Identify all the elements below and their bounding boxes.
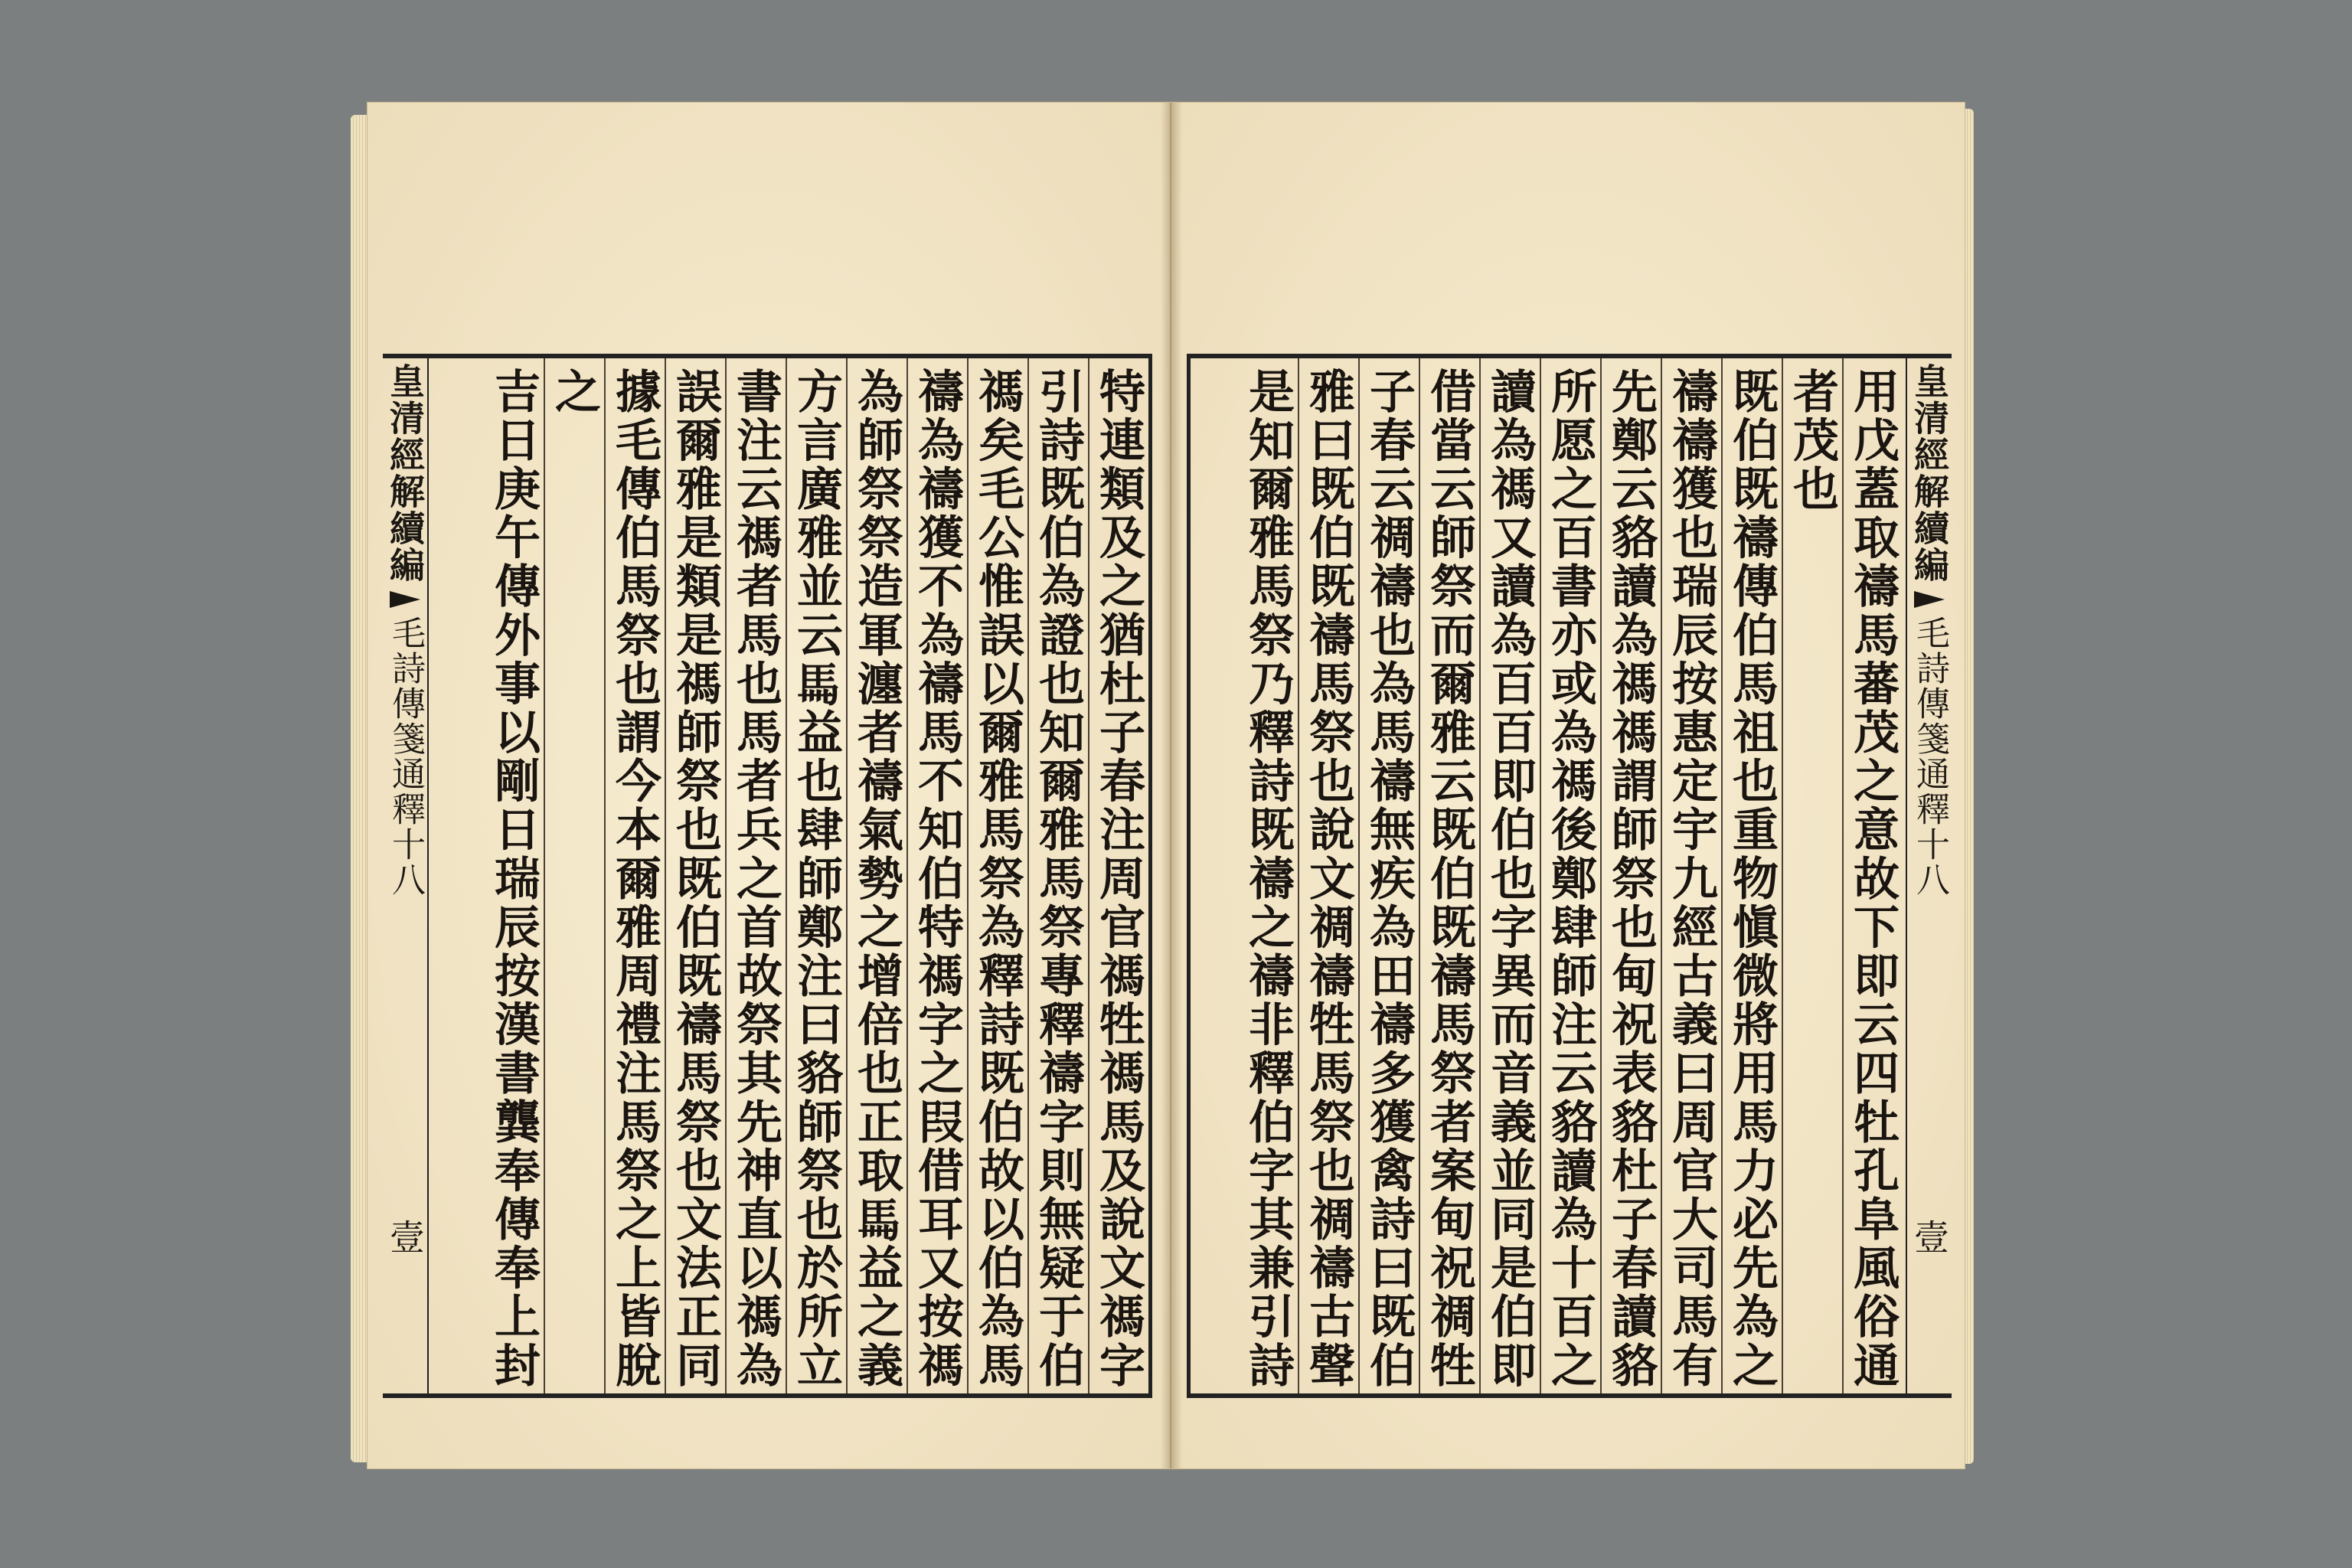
- text-column: 據毛傳伯馬祭也謂今本爾雅周禮注馬祭之上皆脫: [604, 358, 665, 1393]
- text-column: 禱為禱獲不為禱馬不知伯特禡字之叚借耳又按禡: [906, 358, 967, 1393]
- left-page: [368, 103, 1170, 1468]
- text-column: 禱禱獲也瑞辰按惠定宇九經古義曰周官大司馬有: [1661, 358, 1721, 1393]
- left-page-banxin: [383, 358, 429, 1393]
- text-column: 為師祭祭造軍瀍者禱氣勢之增倍也正取𩡧益之義: [846, 358, 906, 1393]
- banxin-title: 皇清經解續編: [384, 363, 426, 583]
- text-column: 所愿之百書亦或為禡後鄭肆師注云貉讀為十百之: [1540, 358, 1600, 1393]
- text-column: 是知爾雅馬祭乃釋詩既禱之禱非釋伯字其兼引詩: [1241, 368, 1295, 1390]
- text-column: 方言廣雅並云𩡧益也肆師鄭注曰貉師祭也於所立: [786, 358, 846, 1393]
- open-book: [351, 98, 1974, 1476]
- text-column: 禡矣毛公惟誤以爾雅馬祭為釋詩既伯故以伯為馬: [967, 358, 1027, 1393]
- text-column: 先鄭云貉讀為禡禡謂師祭也甸祝表貉杜子春讀貉: [1600, 358, 1661, 1393]
- text-column: 書注云禡者馬也馬者兵之首故祭其先神直以禡為: [725, 358, 786, 1393]
- book-gutter: [1161, 103, 1182, 1468]
- text-column: 借當云師祭而爾雅云既伯既禱馬祭者案甸祝禂牲: [1419, 358, 1479, 1393]
- right-page-banxin: [1906, 358, 1952, 1393]
- text-column: 吉日庚午傳外事以剛日瑞辰按漢書龔奉傳奉上封: [487, 368, 541, 1390]
- text-column: 既伯既禱傳伯馬祖也重物愼微將用馬力必先為之: [1721, 358, 1782, 1393]
- banxin-folio: 壹: [1909, 1219, 1950, 1256]
- text-column: 之: [544, 358, 604, 1393]
- right-page: [1171, 103, 1965, 1468]
- left-page-text-frame: [383, 354, 1152, 1398]
- left-page-columns: [430, 358, 1148, 1393]
- text-column: 用戊蓋取禱馬蕃茂之意故下即云四牡孔阜風俗通: [1842, 358, 1903, 1393]
- text-column: 子春云禂禱也為馬禱無疾為田禱多獲禽詩曰既伯: [1358, 358, 1419, 1393]
- banxin-subtitle: 毛詩傳箋通釋十八: [1910, 616, 1949, 897]
- banxin-title: 皇清經解續編: [1909, 363, 1950, 583]
- text-column: 讀為禡又讀為百百即伯也字異而音義並同是伯即: [1479, 358, 1540, 1393]
- text-column: 者茂也: [1782, 358, 1842, 1393]
- fishtail-mark-icon: [390, 591, 420, 608]
- text-column: 引詩既伯為證也知爾雅馬祭專釋禱字則無疑于伯: [1027, 358, 1088, 1393]
- banxin-folio: 壹: [384, 1219, 426, 1256]
- text-column: 特連類及之猶杜子春注周官禡牲禡馬及說文禡字: [1088, 358, 1148, 1393]
- text-column: 誤爾雅是類是禡師祭也既伯既禱馬祭也文法正同: [665, 358, 725, 1393]
- right-page-text-frame: [1187, 354, 1952, 1398]
- right-page-columns: [1191, 358, 1903, 1393]
- text-column: 雅曰既伯既禱馬祭也說文禂禱牲馬祭也禂禱古聲: [1298, 358, 1358, 1393]
- banxin-subtitle: 毛詩傳箋通釋十八: [386, 616, 425, 897]
- fishtail-mark-icon: [1914, 591, 1945, 608]
